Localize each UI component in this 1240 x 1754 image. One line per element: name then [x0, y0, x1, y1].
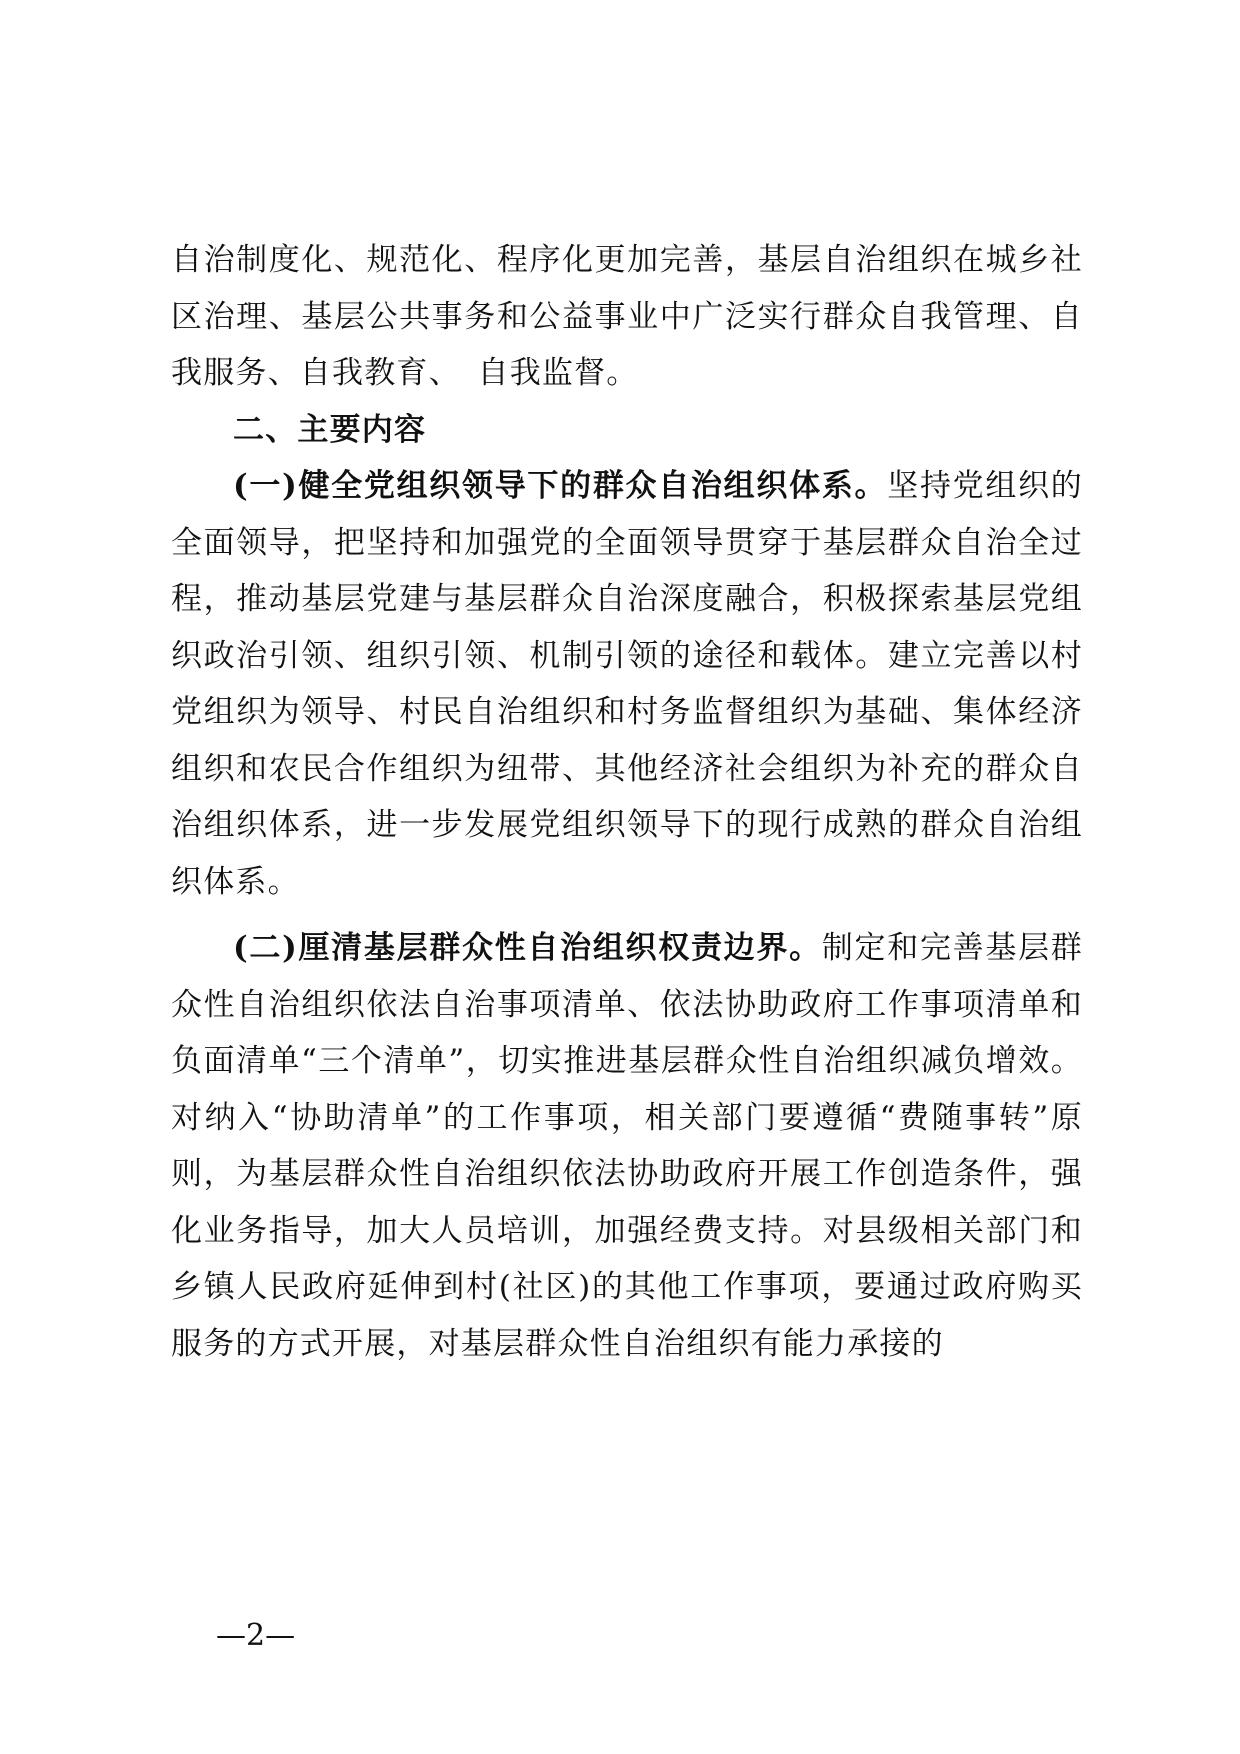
item-paragraph-1: [171, 458, 1083, 910]
item-heading-1: (一)健全党组织领导下的群众自治组织体系。: [233, 468, 888, 504]
intro-paragraph: 自治制度化、规范化、程序化更加完善，基层自治组织在城乡社区治理、基层公共事务和公益事业中广泛实行群众自我管理、自我服务、自我教育、 自我监督。: [171, 242, 1083, 391]
item-body-2: 制定和完善基层群众性自治组织依法自治事项清单、依法协助政府工作事项清单和负面清单“三个清单”，切实推进基层群众性自治组织减负增效。对纳入“协助清单”的工作事项，相关部门要遵循“费随事转”原则，为基层群众性自治组织依法协助政府开展工作创造条件，强化业务指导，加大人员培训，加强经费支持。对县级相关部门和乡镇人民政府延伸到村(社区)的其他工作事项，要通过政府购买服务的方式开展，对基层群众性自治组织有能力承接的: [171, 930, 1083, 1362]
page-number: —2—: [216, 1618, 296, 1653]
item-body-1: 坚持党组织的全面领导，把坚持和加强党的全面领导贯穿于基层群众自治全过程，推动基层党建与基层群众自治深度融合，积极探索基层党组织政治引领、组织引领、机制引领的途径和载体。建立完善以村党组织为领导、村民自治组织和村务监督组织为基础、集体经济组织和农民合作组织为纽带、其他经济社会组织为补充的群众自治组织体系，进一步发展党组织领导下的现行成熟的群众自治组织体系。: [171, 468, 1083, 900]
section-heading: 二、主要内容: [233, 411, 427, 448]
item-heading-2: (二)厘清基层群众性自治组织权责边界。: [233, 930, 822, 966]
document-body: [171, 232, 1083, 1372]
item-paragraph-2: [171, 920, 1083, 1372]
